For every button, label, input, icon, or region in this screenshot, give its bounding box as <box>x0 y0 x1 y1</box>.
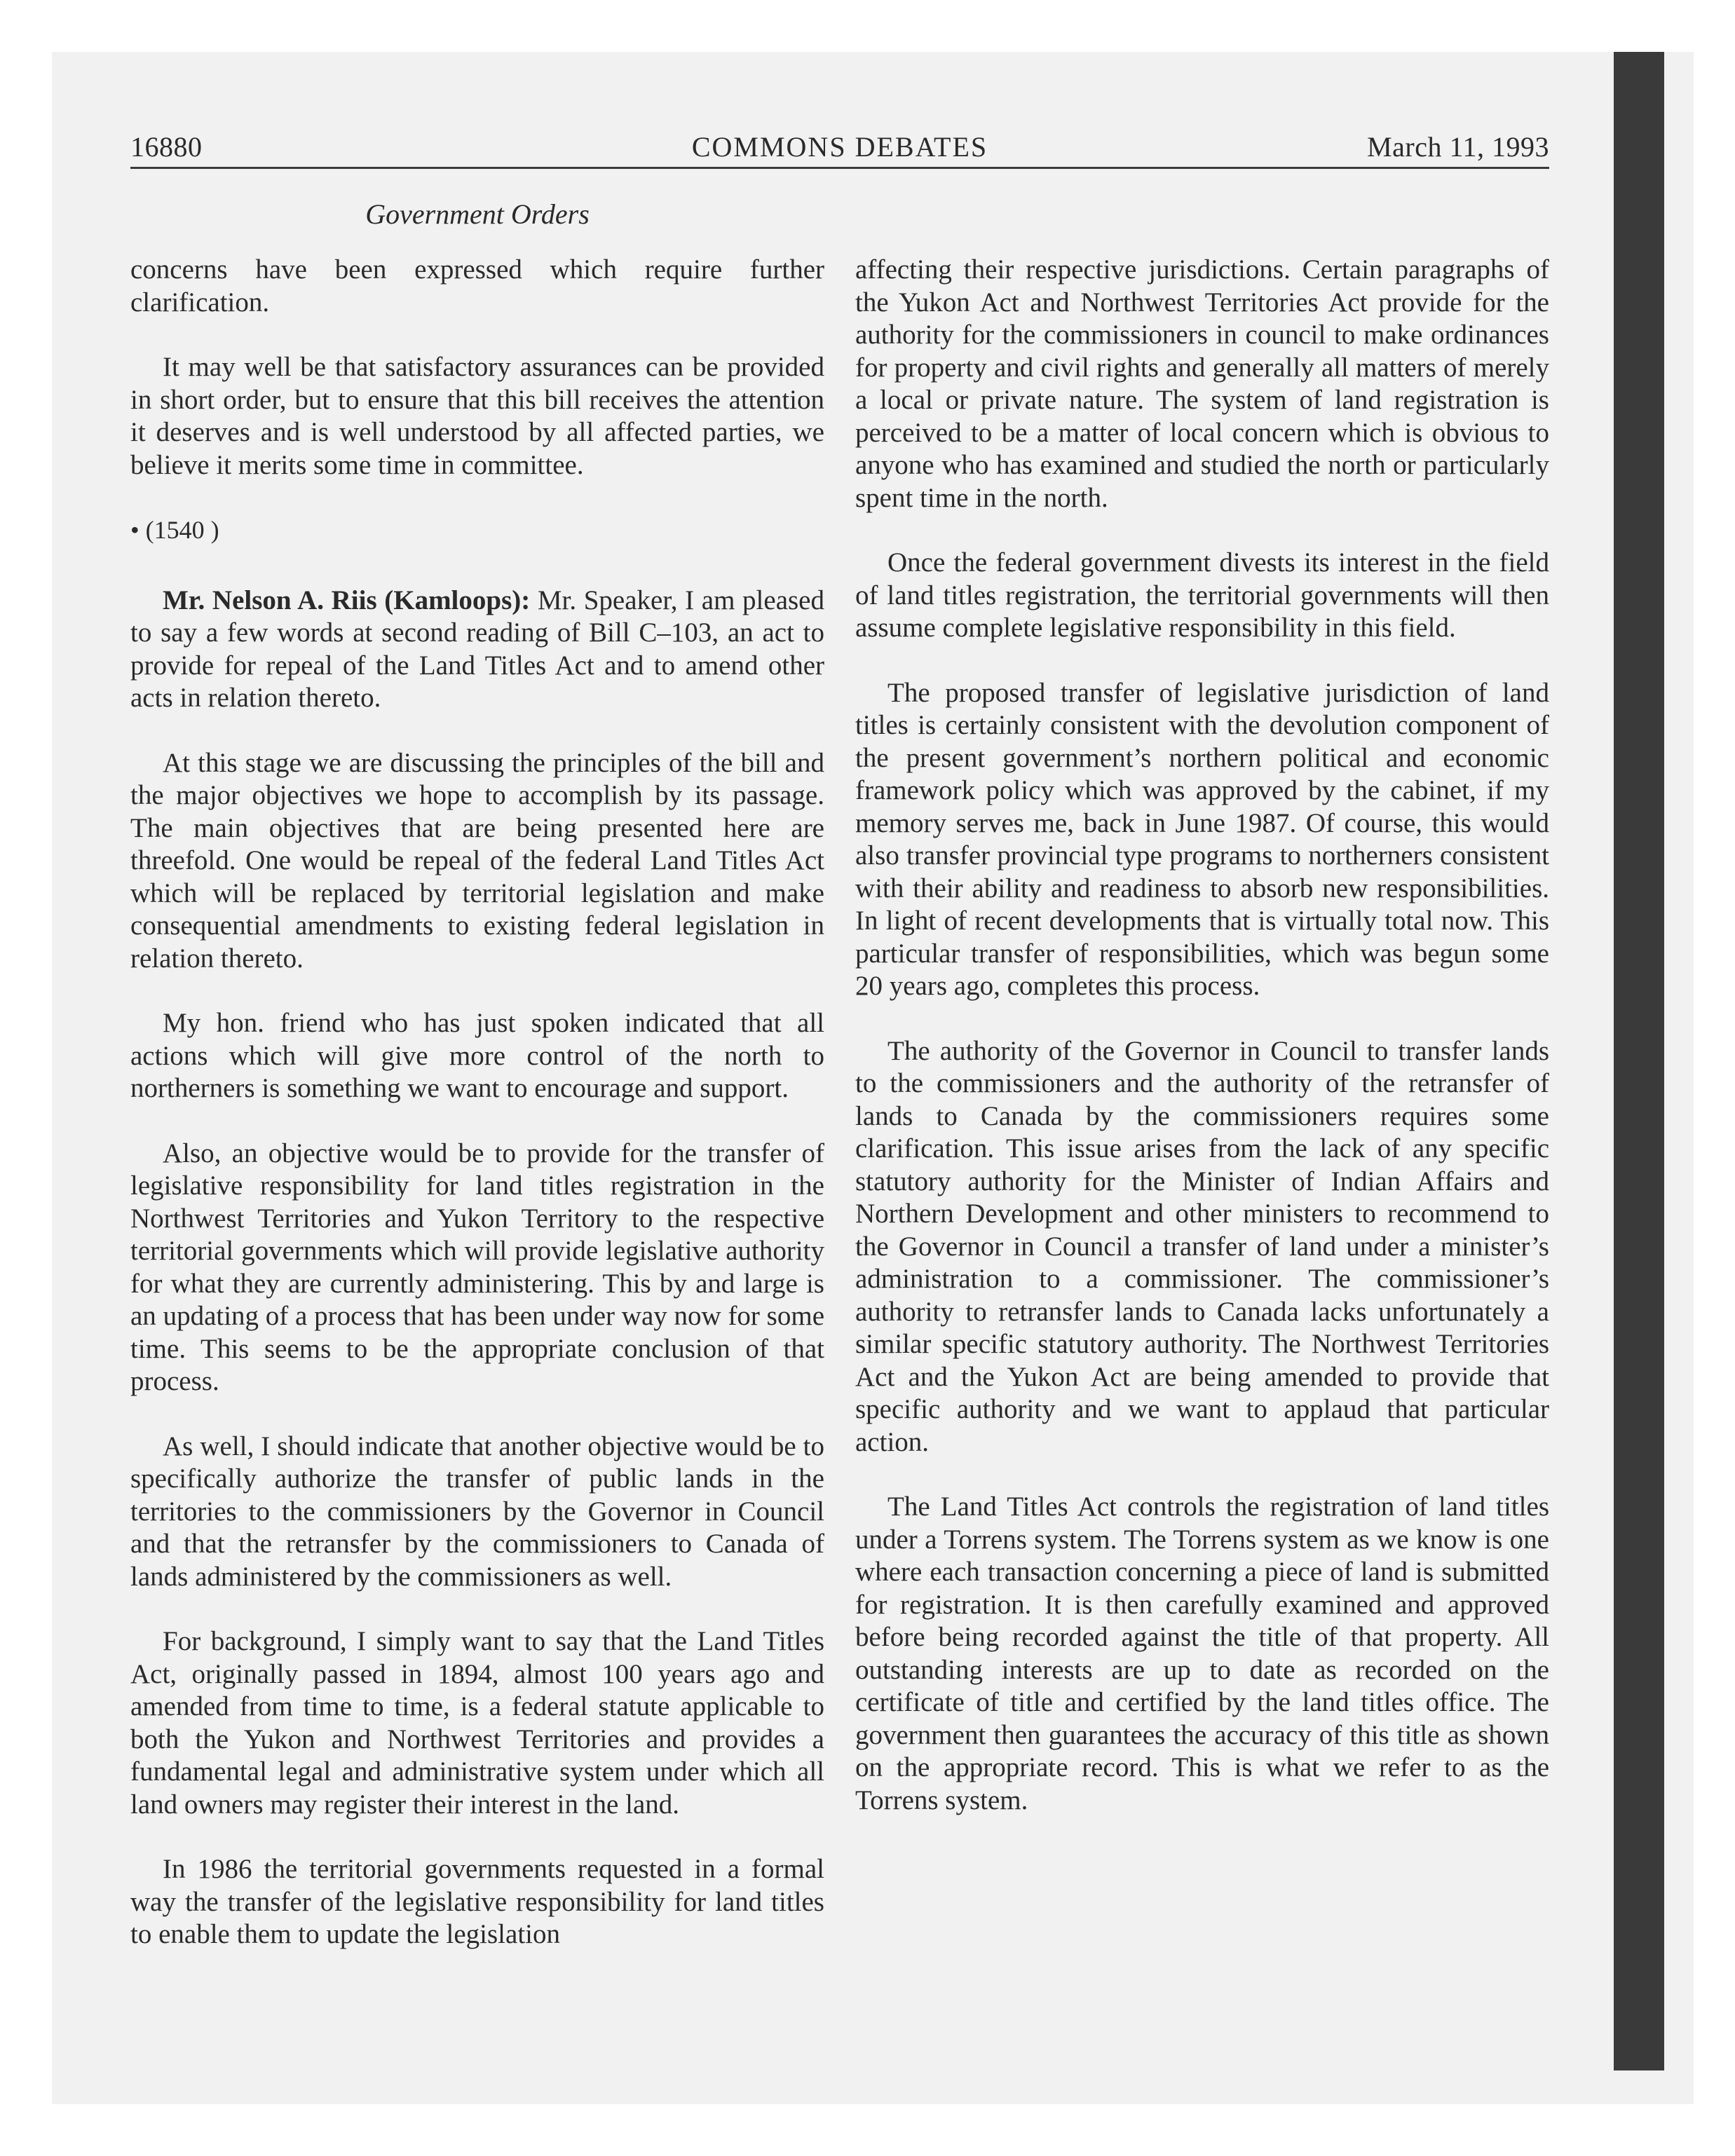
page-header <box>130 130 1549 172</box>
paragraph: My hon. friend who has just spoken indicated that all actions which will give more control of the north to northerners is something we want to encourage and support. <box>130 1008 824 1103</box>
header-rule <box>130 167 1549 169</box>
scan-edge-shadow <box>1614 52 1664 2070</box>
paragraph: The Land Titles Act controls the registration of land titles under a Torrens system. The Torrens system as we know is one where each transaction concerning a piece of land is submitted for registration. It is then carefully examined and approved before being recorded against the title of that property. All outstanding interests are up to date as recorded on the certificate of title and certified by the land titles office. The government then guarantees the accuracy of this title as shown on the appropriate record. This is what we refer to as the Torrens system. <box>855 1492 1549 1815</box>
page-number: 16880 <box>130 131 203 163</box>
paragraph: The authority of the Governor in Council to transfer lands to the commissioners and the authority of the retransfer of lands to Canada by the commissioners requires some clarification. This issue arises from the lack of any specific statutory authority for the Minister of Indian Affairs and Northern Development and other ministers to recommend to the Governor in Council a transfer of land under a minister’s administration to a commissioner. The commissioner’s authority to retransfer lands to Canada lacks unfortunately a similar specific statutory authority. The Northwest Territories Act and the Yukon Act are being amended to provide that specific authority and we want to applaud that particular action. <box>855 1035 1549 1457</box>
speaker-paragraph <box>130 585 824 715</box>
paragraph: In 1986 the territorial governments requested in a formal way the transfer of the legislative responsibility for land titles to enable them to update the legislation <box>130 1854 824 1949</box>
journal-title: COMMONS DEBATES <box>691 131 988 163</box>
section-heading: Government Orders <box>365 198 590 230</box>
paragraph: At this stage we are discussing the principles of the bill and the major objectives we hope to accomplish by its passage. The main objectives that are being presented here are threefold. One would be repeal of the federal Land Titles Act which will be replaced by territorial legislation and make consequential amendments to existing federal legislation in relation thereto. <box>130 747 824 974</box>
paragraph: For background, I simply want to say that the Land Titles Act, originally passed in 1894, almost 100 years ago and amended from time to time, is a federal statute applicable to both the Yukon and Northwest Territories and provides a fundamental legal and administrative system under which all land owners may register their interest in the land. <box>130 1626 824 1820</box>
paragraph: concerns have been expressed which require further clarification. <box>130 254 824 318</box>
paragraph: Also, an objective would be to provide for the transfer of legislative responsibility for land titles registration in the Northwest Territories and Yukon Territory to the respective territorial governments which will provide legislative authority for what they are currently administering. This by and large is an updating of a process that has been under way now for some time. This seems to be the appropriate conclusion of that process. <box>130 1138 824 1396</box>
paragraph: As well, I should indicate that another objective would be to specifically authorize the transfer of public lands in the territories to the commissioners by the Governor in Council and that the retransfer by the commissioners to Canada of lands administered by the commissioners as well. <box>130 1431 824 1592</box>
time-marker: • (1540 ) <box>130 516 219 544</box>
speaker-name: Mr. Nelson A. Riis (Kamloops): <box>163 585 531 615</box>
paragraph: The proposed transfer of legislative jurisdiction of land titles is certainly consistent with the devolution component of the present government’s northern political and economic framework policy which was approved by the cabinet, if my memory serves me, back in June 1987. Of course, this would also transfer provincial type programs to northerners consistent with their ability and readiness to absorb new responsibilities. In light of recent developments that is virtually total now. This particular transfer of responsibilities, which was begun some 20 years ago, completes this process. <box>855 677 1549 1001</box>
left-column <box>130 254 824 1984</box>
paragraph: Once the federal government divests its interest in the field of land titles registration, the territorial governments will then assume complete legislative responsibility in this field. <box>855 547 1549 643</box>
speaker-text: Mr. Speaker, I am pleased to say a few words at second reading of Bill C–103, an act to provide for repeal of the Land Titles Act and to amend other acts in relation thereto. <box>130 585 824 713</box>
paragraph: It may well be that satisfactory assurances can be provided in short order, but to ensure that this bill receives the attention it deserves and is well understood by all affected parties, we believe it merits some time in committee. <box>130 352 824 480</box>
right-column <box>855 254 1549 1849</box>
page-date: March 11, 1993 <box>1367 131 1549 163</box>
paragraph: affecting their respective jurisdictions. Certain paragraphs of the Yukon Act and Northwest Territories Act provide for the authority for the commissioners in council to make ordinances for property and civil rights and generally all matters of merely a local or private nature. The system of land registration is perceived to be a matter of local concern which is obvious to anyone who has examined and studied the north or particularly spent time in the north. <box>855 254 1549 513</box>
